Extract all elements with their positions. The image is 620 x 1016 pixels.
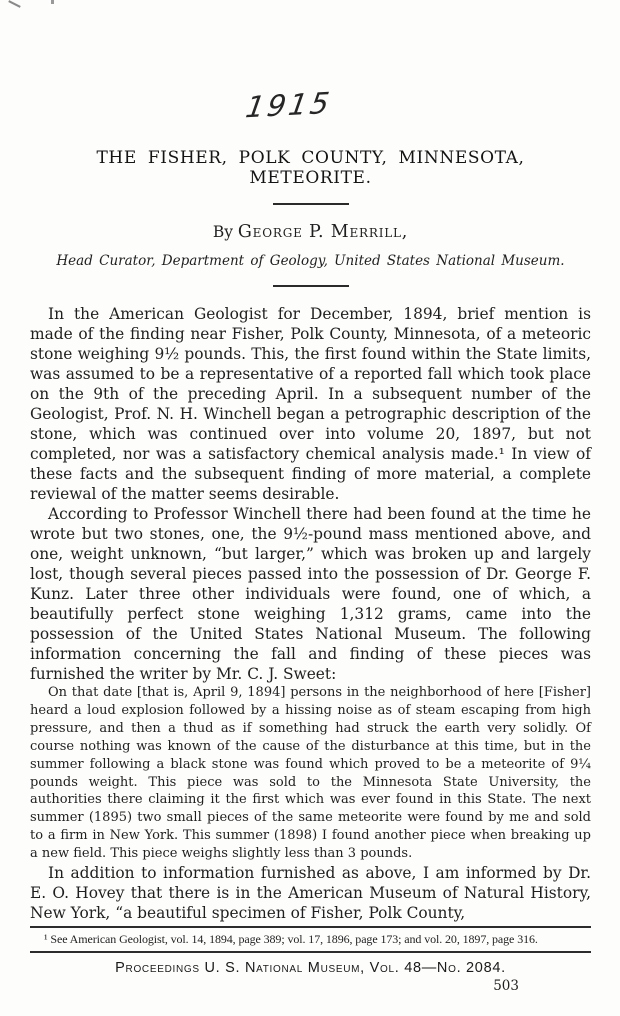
footnote: ¹ See American Geologist, vol. 14, 1894, page 389; vol. 17, 1896, page 173; and vol. 20, 1897, page 316. [44, 932, 538, 947]
block-quote: On that date [that is, April 9, 1894] persons in the neighborhood of here [Fisher] heard a loud explosion followed by a hissing noise as of steam escaping from high pressure, and then a thud as if something had struck the earth very solidly. Of course nothing was known of the cause of the disturbance at this time, but in the summer following a black stone was found which proved to be a meteorite of 9¼ pounds weight. This piece was sold to the Minnesota State University, the authorities there claiming it the first which was ever found in this State. The next summer (1895) two small pieces of the same meteorite were found by me and sold to a firm in New York. This summer (1898) I found another piece when breaking up a new field. This piece weighs slightly less than 3 pounds. [30, 685, 591, 862]
byline-divider [273, 285, 349, 287]
pen-mark-artifact [8, 0, 20, 8]
article-title: THE FISHER, POLK COUNTY, MINNESOTA, METEORITE. [96, 148, 525, 188]
paragraph: According to Professor Winchell there had been found at the time he wrote but two stones, one, the 9½-pound mass mentioned above, and one, weight unknown, “but larger,” which was broken up and largely lost, though several pieces passed into the possession of Dr. George F. Kunz. Later three other individuals were found, one of which, a beautifully perfect stone weighing 1,312 grams, came into the possession of the United States National Museum. The following information concerning the fall and finding of these pieces was furnished the writer by Mr. C. J. Sweet: [30, 505, 591, 683]
series-line: Proceedings U. S. National Museum, Vol. 48—No. 2084. [115, 960, 506, 977]
author-affiliation: Head Curator, Department of Geology, United States National Museum. [56, 253, 565, 269]
paragraph: In addition to information furnished as above, I am informed by Dr. E. O. Hovey that there is in the American Museum of Natural History, New York, “a beautiful specimen of Fisher, Polk County, [30, 864, 591, 923]
footnote-divider [30, 926, 591, 928]
ink-speck-artifact [51, 0, 54, 4]
byline [30, 222, 591, 242]
article-body [30, 304, 591, 923]
paragraph: In the American Geologist for December, 1894, brief mention is made of the finding near Fisher, Polk County, Minnesota, of a meteoric stone weighing 9½ pounds. This, the first found within the State limits, was assumed to be a representative of a reported fall which took place on the 9th of the preceding April. In a subsequent number of the Geologist, Prof. N. H. Winchell began a petrographic description of the stone, which was continued over into volume 20, 1897, but not completed, nor was a satisfactory chemical analysis made.¹ In view of these facts and the subsequent finding of more material, a complete reviewal of the matter seems desirable. [30, 305, 591, 503]
byline-prefix: By [212, 223, 233, 241]
author-name: George P. Merrill, [237, 222, 409, 242]
title-divider [273, 203, 349, 205]
handwritten-year-annotation: 1915 [243, 85, 335, 125]
footer-divider [30, 951, 591, 953]
page-number: 503 [493, 978, 519, 995]
